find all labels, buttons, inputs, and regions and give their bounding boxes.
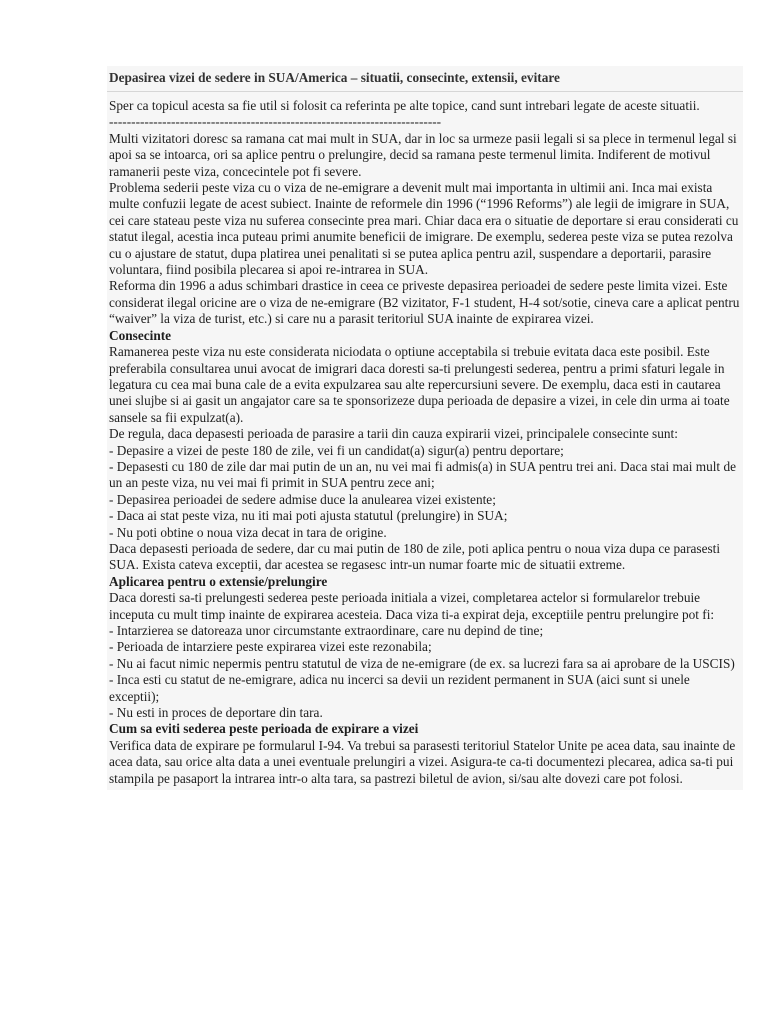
list-item: - Perioada de intarziere peste expirarea vizei este rezonabila;	[109, 639, 432, 655]
paragraph-8: Verifica data de expirare pe formularul I-94. Va trebui sa parasesti teritoriul Statelor Unite pe acea data, sau inainte de acea data, sau orice alta data a unei eventuale prelungiri a vizei. Asigura-te ca-ti documentezi plecarea, adica sa-ti pui stampila pe pasaport la intrarea intr-o alta tara, sa pastrezi biletul de avion, si/sau alte dovezi care pot folosi.	[109, 737, 736, 786]
paragraph-7: Daca doresti sa-ti prelungesti sederea peste perioada initiala a vizei, completarea actelor si formularelor trebuie inceputa cu mult timp inainte de expirarea acesteia. Daca viza ti-a expirat deja, exceptiile pentru prelungire pot fi:	[109, 590, 715, 622]
list-item: - Depasirea perioadei de sedere admise duce la anulearea vizei existente;	[109, 491, 496, 507]
heading-consecinte: Consecinte	[109, 327, 172, 343]
document-title: Depasirea vizei de sedere in SUA/America – situatii, consecinte, extensii, evitare	[107, 66, 743, 92]
list-item: - Daca ai stat peste viza, nu iti mai poti ajusta statutul (prelungire) in SUA;	[109, 508, 508, 524]
list-item: - Nu esti in proces de deportare din tara.	[109, 705, 323, 721]
list-item: - Depasesti cu 180 de zile dar mai putin de un an, nu vei mai fi admis(a) in SUA pentru trei ani. Daca stai mai mult de un an peste viza, nu vei mai fi primit in SUA pentru zece ani;	[109, 458, 736, 491]
list-item: - Inca esti cu statut de ne-emigrare, adica nu incerci sa devii un rezident permanent in SUA (aici sunt si unele exceptii);	[109, 672, 690, 704]
heading-aplicarea: Aplicarea pentru o extensie/prelungire	[109, 573, 328, 589]
separator-line: ---------------------------------------------------------------------------	[109, 114, 442, 130]
list-item: - Nu ai facut nimic nepermis pentru statutul de viza de ne-emigrare (de ex. sa lucrezi fara sa ai aprobare de la USCIS)	[109, 655, 735, 671]
paragraph-6: Daca depasesti perioada de sedere, dar cu mai putin de 180 de zile, poti aplica pentru o noua viza dupa ce parasesti SUA. Exista cateva exceptii, dar acestea se regasesc intr-un numar foarte mic de situatii extreme.	[109, 540, 721, 573]
paragraph-3: Reforma din 1996 a adus schimbari drastice in ceea ce priveste depasirea perioadei de sedere peste limita vizei. Este considerat ilegal oricine are o viza de ne-emigrare (B2 vizitator, F-1 student, H-4 sot/sotie, cineva care a aplicat pentru “waiver” la viza de turist, etc.) si care nu a parasit teritoriul SUA inainte de expirarea vizei.	[109, 278, 740, 327]
paragraph-2: Problema sederii peste viza cu o viza de ne-emigrare a devenit mult mai importanta in ultimii ani. Inca mai exista multe confuzii legate de acest subiect. Inainte de reformele din 1996 (“1996 Reforms”) ale legii de imigrare in SUA, cei care stateau peste viza nu suferea consecinte prea mari. Chiar daca era o situatie de deportare si erau considerati cu statut ilegal, acestia inca puteau primi anumite beneficii de imigrare. De exemplu, sederea peste viza se putea rezolva cu o ajustare de statut, dupa platirea unei penalitati si se putea aplica pentru azil, suspendare a deportarii, parasire voluntara, fiind posibila plecarea si apoi re-intrarea in SUA.	[109, 180, 739, 278]
list-item: - Intarzierea se datoreaza unor circumstante extraordinare, care nu depind de tine;	[109, 623, 544, 638]
exceptions-list	[109, 623, 741, 721]
list-item: - Nu poti obtine o noua viza decat in tara de origine.	[109, 524, 387, 540]
document-page	[107, 66, 743, 790]
paragraph-5: De regula, daca depasesti perioada de parasire a tarii din cauza expirarii vizei, principalele consecinte sunt:	[109, 426, 678, 442]
list-item: - Depasire a vizei de peste 180 de zile, vei fi un candidat(a) sigur(a) pentru deportare;	[109, 442, 564, 458]
consequences-list	[109, 443, 741, 541]
heading-evitare: Cum sa eviti sederea peste perioada de expirare a vizei	[109, 721, 419, 737]
intro-paragraph: Sper ca topicul acesta sa fie util si folosit ca referinta pe alte topice, cand sunt intrebari legate de aceste situatii.	[109, 98, 700, 113]
document-body	[107, 92, 743, 790]
paragraph-4: Ramanerea peste viza nu este considerata niciodata o optiune acceptabila si trebuie evitata daca este posibil. Este preferabila consultarea unui avocat de imigrari daca doresti sa-ti prelungesti sederea, pentru a primi sfaturi legale in legatura cu cea mai buna cale de a evita expulzarea sau alte repercursiuni severe. De exemplu, daca esti in cautarea unei slujbe si ai gasit un angajator care sa te sponsorizeze dupa perioada de depasire a vizei, in cele din urma ai toate sansele sa fii expulzat(a).	[109, 344, 730, 425]
paragraph-1: Multi vizitatori doresc sa ramana cat mai mult in SUA, dar in loc sa urmeze pasii legali si sa plece in termenul legal si apoi sa se intoarca, ori sa aplice pentru o prelungire, decid sa ramana peste termenul limita. Indiferent de motivul ramanerii peste viza, concecintele pot fi severe.	[109, 130, 737, 179]
